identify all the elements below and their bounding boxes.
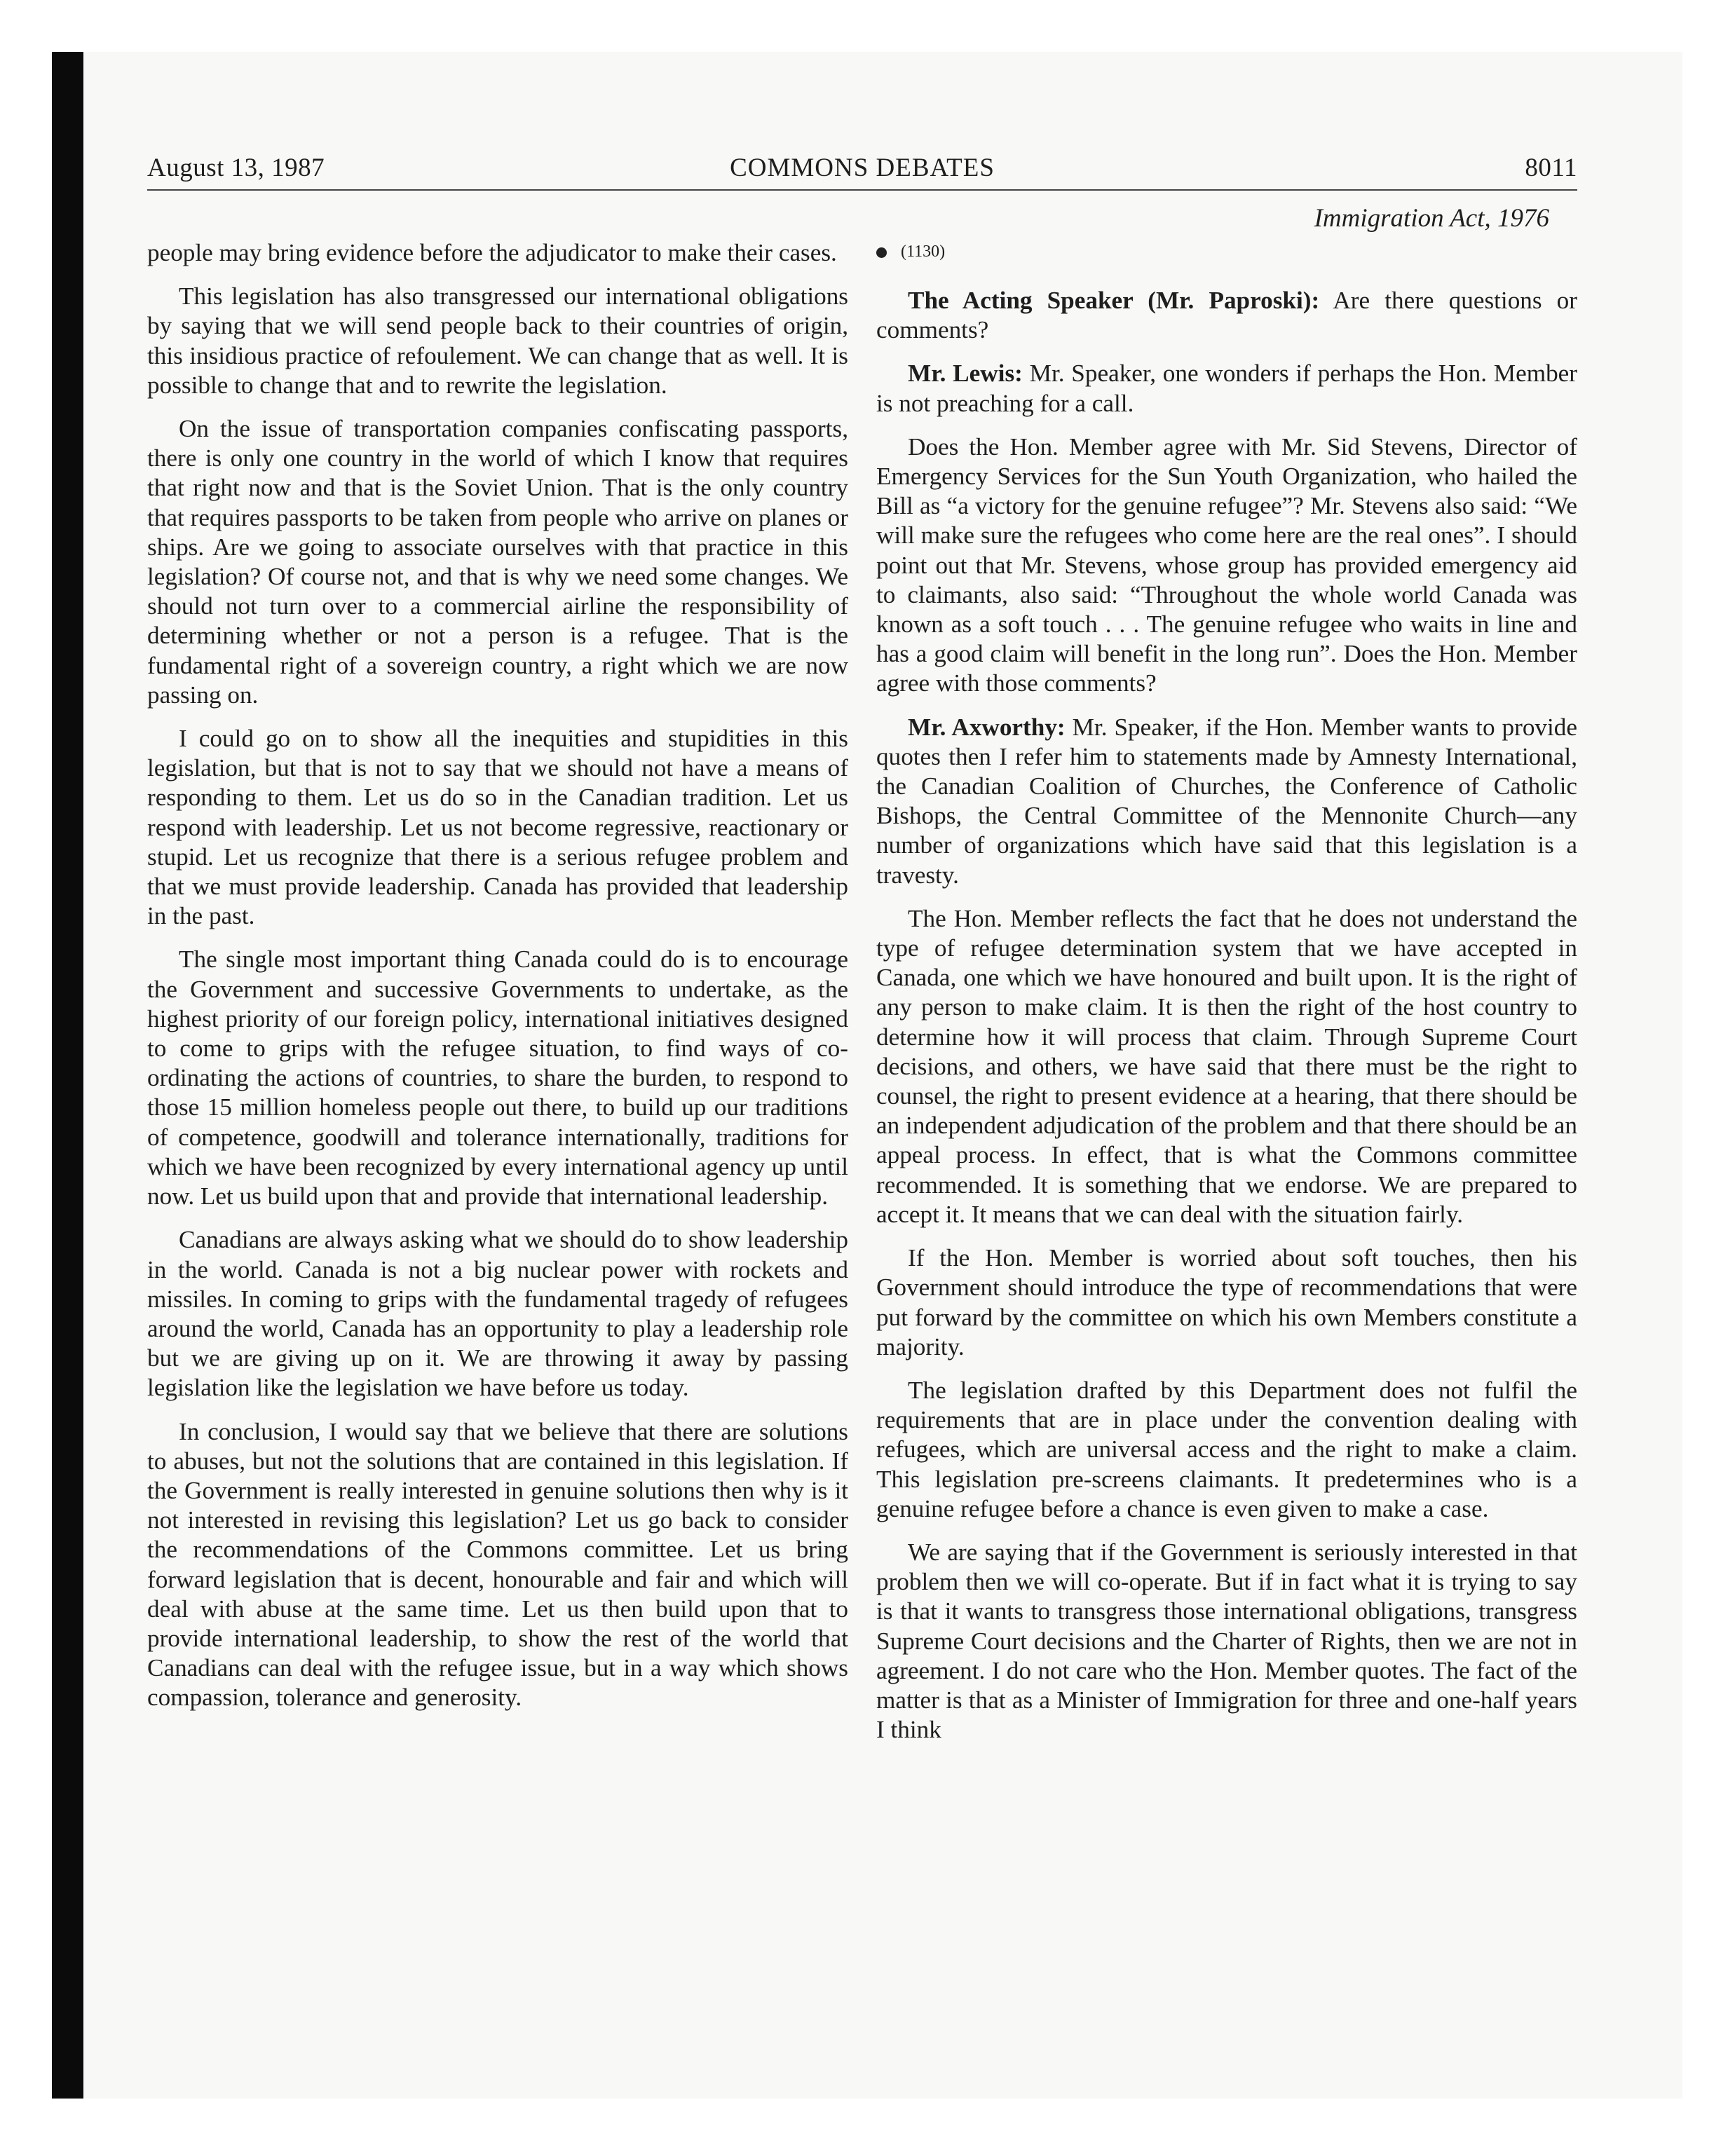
speech-paragraph: [876, 904, 1577, 1229]
right-column: [876, 203, 1577, 1759]
speaker-name: Mr. Lewis:: [908, 360, 1023, 388]
speech-paragraph: [876, 713, 1577, 890]
speech-text: The Hon. Member reflects the fact that he does not understand the type of refugee determination system that we have accepted in Canada, one which we have honoured and built upon. It is the right of any person to make claim. It is then the right of the host country to determine how it will process that claim. Through Supreme Court decisions, and others, we have said that there must be the right to counsel, the right to present evidence at a hearing, that there should be an independent adjudication of the problem and that there should be an appeal process. In effect, that is what the Commons committee recommended. It is something that we endorse. We are prepared to accept it. It means that we can deal with the situation fairly.: [876, 904, 1577, 1228]
speech-paragraph: [876, 1243, 1577, 1362]
timestamp-text: (1130): [901, 243, 946, 261]
header-title: COMMONS DEBATES: [730, 153, 995, 182]
paragraph: This legislation has also transgressed our international obligations by saying that we will send people back to their countries of origin, this insidious practice of refoulement. We can change that as well. It is possible to change that and to rewrite the legislation.: [147, 282, 848, 399]
speech-paragraph: [876, 1538, 1577, 1745]
speech-text: If the Hon. Member is worried about soft touches, then his Government should introduce the type of recommendations that were put forward by the committee on which his own Members constitute a majority.: [876, 1244, 1577, 1360]
speaker-name: The Acting Speaker (Mr. Paproski):: [908, 287, 1320, 314]
speech-text: Does the Hon. Member agree with Mr. Sid Stevens, Director of Emergency Services for the Sun Youth Organization, who hailed the Bill as “a victory for the genuine refugee”? Mr. Stevens also said: “We will make sure the refugees who come here are the real ones”. I should point out that Mr. Stevens, whose group has provided emergency aid to claimants, also said: “Throughout the whole world Canada was known as a soft touch . . . The genuine refugee who waits in line and has a good claim will benefit in the long run”. Does the Hon. Member agree with those comments?: [876, 432, 1577, 697]
speech-paragraph: [876, 1376, 1577, 1524]
scan-edge: [52, 52, 83, 2099]
left-column: [147, 238, 848, 1727]
paragraph: On the issue of transportation companies confiscating passports, there is only one country in the world of which I know that requires that right now and that is the Soviet Union. That is the only country that requires passports to be taken from people who arrive on planes or ships. Are we going to associate ourselves with that practice in this legislation? Of course not, and that is why we need some changes. We should not turn over to a commercial airline the responsibility of determining whether or not a person is a refugee. That is the fundamental right of a sovereign country, a right which we are now passing on.: [147, 415, 848, 709]
speech-text: Mr. Speaker, if the Hon. Member wants to provide quotes then I refer him to statements made by Amnesty International, the Canadian Coalition of Churches, the Conference of Catholic Bishops, the Central Committee of the Mennonite Church—any number of organizations which have said that this legislation is a travesty.: [876, 713, 1578, 889]
paragraph: In conclusion, I would say that we believe that there are solutions to abuses, but not the solutions that are contained in this legislation. If the Government is really interested in genuine solutions then why is it not interested in revising this legislation? Let us go back to consider the recommendations of the Commons committee. Let us bring forward legislation that is decent, honourable and fair and which will deal with abuse at the same time. Let us then build upon that to provide international leadership, to show the rest of the world that Canadians can deal with the refugee issue, but in a way which shows compassion, tolerance and generosity.: [147, 1417, 848, 1712]
header-date: August 13, 1987: [147, 153, 325, 182]
paragraph: Canadians are always asking what we should do to show leadership in the world. Canada is not a big nuclear power with rockets and missiles. In coming to grips with the fundamental tragedy of refugees around the world, Canada has an opportunity to play a leadership role but we are giving up on it. We are throwing it away by passing legislation like the legislation we have before us today.: [147, 1226, 848, 1402]
speech-paragraph: [876, 286, 1577, 345]
speech-paragraph: [876, 359, 1577, 418]
paragraph: The single most important thing Canada could do is to encourage the Government and successive Governments to undertake, as the highest priority of our foreign policy, international initiatives designed to come to grips with the refugee situation, to find ways of co-ordinating the actions of countries, to share the burden, to respond to those 15 million homeless people out there, to build up our traditions of competence, goodwill and tolerance internationally, traditions for which we have been recognized by every international agency up until now. Let us build upon that and provide that international leadership.: [147, 946, 848, 1210]
section-heading: Immigration Act, 1976: [1314, 204, 1549, 233]
speech-text: We are saying that if the Government is seriously interested in that problem then we will co-operate. But if in fact what it is trying to say is that it wants to transgress those international obligations, transgress Supreme Court decisions and the Charter of Rights, then we are not in agreement. I do not care who the Hon. Member quotes. The fact of the matter is that as a Minister of Immigration for three and one-half years I think: [876, 1538, 1577, 1744]
paragraph: I could go on to show all the inequities and stupidities in this legislation, but that is not to say that we should not have a means of responding to them. Let us do so in the Canadian tradition. Let us respond with leadership. Let us not become regressive, reactionary or stupid. Let us recognize that there is a serious refugee problem and that we must provide leadership. Canada has provided that leadership in the past.: [147, 725, 848, 930]
timestamp: [876, 241, 1577, 262]
speech-text: Are there questions or comments?: [876, 287, 1577, 344]
speech-text: The legislation drafted by this Department does not fulfil the requirements that are in place under the convention dealing with refugees, which are universal access and the right to make a claim. This legislation pre-screens claimants. It predetermines who is a genuine refugee before a chance is even given to make a case.: [876, 1376, 1577, 1522]
speaker-name: Mr. Axworthy:: [908, 713, 1066, 741]
page-header: [147, 153, 1577, 191]
paragraph: people may bring evidence before the adjudicator to make their cases.: [147, 239, 837, 266]
bullet-icon: [876, 247, 887, 258]
speech-text: Mr. Speaker, one wonders if perhaps the Hon. Member is not preaching for a call.: [876, 360, 1577, 417]
speech-paragraph: [876, 432, 1577, 699]
header-page-number: 8011: [1525, 153, 1577, 182]
